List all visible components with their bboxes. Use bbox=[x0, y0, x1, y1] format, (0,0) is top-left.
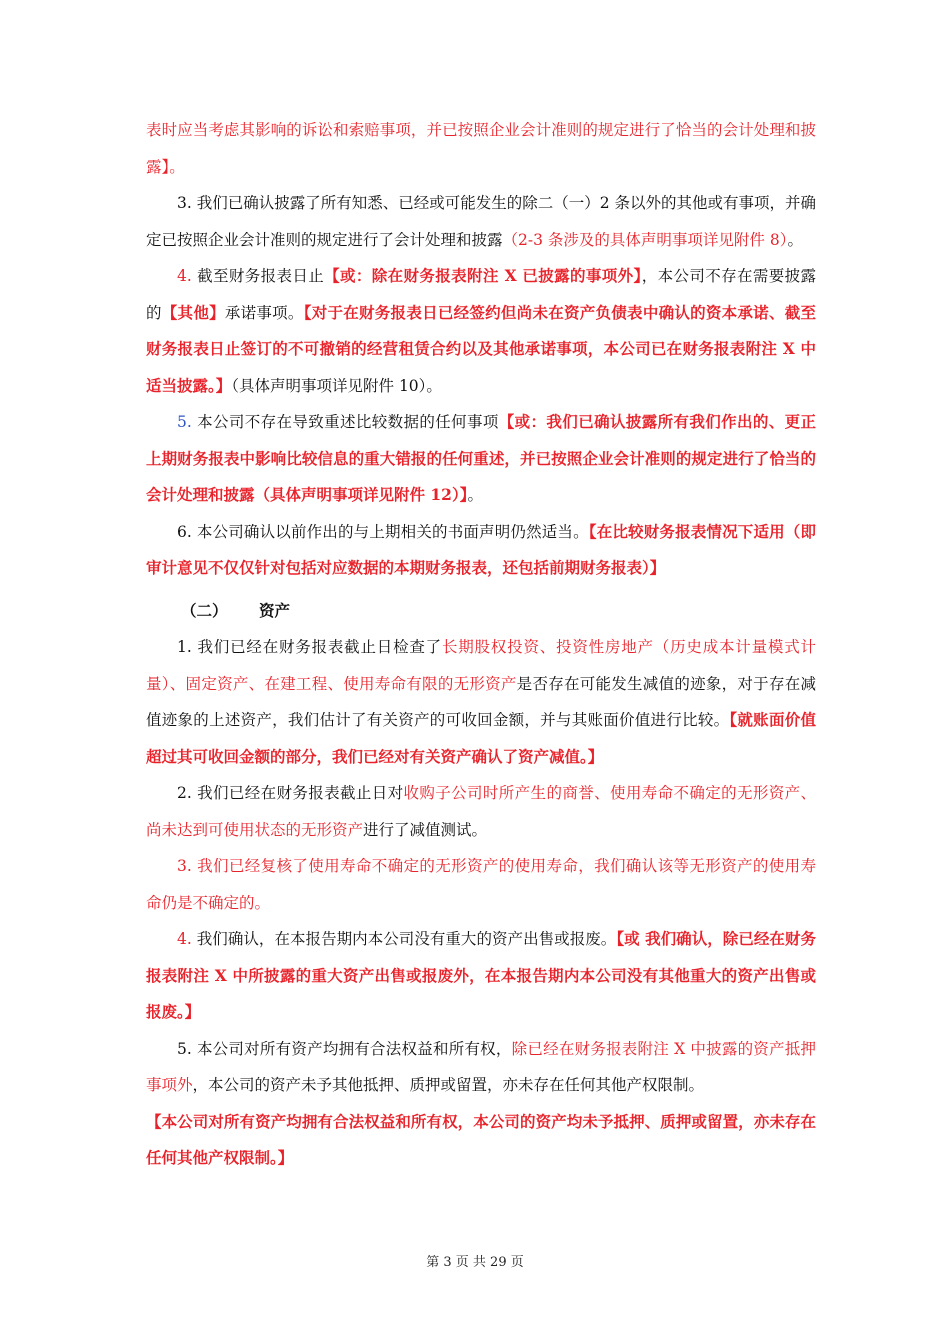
paragraph-text: ，本公司的资产未予其他抵押、质押或留置，亦未存在任何其他产权限制。 bbox=[192, 1076, 705, 1094]
document-body bbox=[146, 112, 816, 1177]
paragraph-text: 进行了减值测试。 bbox=[363, 820, 488, 839]
paragraph-asset-1-impairment bbox=[146, 629, 816, 775]
paragraph-3-contingencies bbox=[146, 185, 816, 258]
paragraph-text: 2. 我们已经在财务报表截止日对 bbox=[177, 784, 404, 802]
paragraph-4-commitments bbox=[146, 258, 816, 404]
page-footer: 第 3 页 共 29 页 bbox=[426, 1255, 524, 1270]
paragraph-text: 承诺事项。 bbox=[224, 303, 304, 322]
paragraph-asset-4-disposal bbox=[146, 921, 816, 1031]
paragraph-asset-5-alternative bbox=[146, 1104, 816, 1177]
red-bold-annotation: 【在比较财务报表情况下适用（即审计意见不仅仅针对包括对应数据的本期财务报表，还包括前期财务报表）】 bbox=[146, 521, 816, 577]
section-title: 资产 bbox=[259, 600, 291, 620]
red-bold-annotation: 【其他】 bbox=[161, 302, 225, 322]
paragraph-text: ，本公司不存在需要披露的 bbox=[146, 267, 816, 322]
red-annotation: 表时应当考虑其影响的诉讼和索赔事项，并已按照企业会计准则的规定进行了恰当的会计处理和披露】。 bbox=[146, 121, 816, 176]
paragraph-text: 3. 我们已确认披露了所有知悉、已经或可能发生的除二（一）2 条以外的其他或有事项，并确定已按照企业会计准则的规定进行了会计处理和披露 bbox=[146, 194, 817, 249]
section-number: （二） bbox=[181, 600, 228, 620]
red-bold-annotation: 【或：我们已确认披露所有我们作出的、更正上期财务报表中影响比较信息的重大错报的任何重述，并已按照企业会计准则的规定进行了恰当的会计处理和披露（具体声明事项详见附件 12）】 bbox=[146, 412, 816, 504]
section-heading-assets bbox=[146, 593, 816, 630]
paragraph-text: 我们确认，在本报告期内本公司没有重大的资产出售或报废。 bbox=[191, 930, 617, 948]
paragraph-number: 5. bbox=[177, 413, 192, 431]
paragraph-text: 是否存在可能发生减值的迹象，对于存在减值迹象的上述资产，我们估计了有关资产的可收回金额，并与其账面价值进行比较。 bbox=[146, 674, 816, 729]
paragraph-number: 4. bbox=[177, 267, 192, 285]
paragraph-text: 。 bbox=[467, 486, 483, 504]
red-annotation: 3. 我们已经复核了使用寿命不确定的无形资产的使用寿命，我们确认该等无形资产的使用寿命仍是不确定的。 bbox=[146, 857, 816, 912]
paragraph-text: 1. 我们已经在财务报表截止日检查了 bbox=[177, 638, 442, 656]
red-annotation: 除已经在财务报表附注 X 中披露的资产抵押事项外 bbox=[146, 1039, 817, 1094]
red-annotation: 收购子公司时所产生的商誉、使用寿命不确定的无形资产、尚未达到可使用状态的无形资产 bbox=[146, 784, 816, 839]
red-bold-annotation: 【或：除在财务报表附注 X 已披露的事项外】 bbox=[324, 266, 642, 285]
red-annotation: 长期股权投资、投资性房地产（历史成本计量模式计量）、固定资产、在建工程、使用寿命有限的无形资产 bbox=[146, 638, 816, 693]
paragraph-text: 5. 本公司对所有资产均拥有合法权益和所有权， bbox=[177, 1039, 512, 1058]
paragraph-asset-5-ownership bbox=[146, 1031, 816, 1104]
red-bold-annotation: 【本公司对所有资产均拥有合法权益和所有权，本公司的资产均未予抵押、质押或留置，亦未存在任何其他产权限制。】 bbox=[146, 1111, 816, 1167]
paragraph-text: （具体声明事项详见附件 10）。 bbox=[231, 376, 442, 395]
paragraph-5-restatement bbox=[146, 404, 816, 514]
red-bold-annotation: 【对于在财务报表日已经签约但尚未在资产负债表中确认的资本承诺、截至财务报表日止签订的不可撤销的经营租赁合约以及其他承诺事项，本公司已在财务报表附注 X 中适当披露。】 bbox=[146, 302, 816, 395]
red-bold-annotation: 【或 我们确认，除已经在财务报表附注 X 中所披露的重大资产出售或报废外，在本报告期内本公司没有其他重大的资产出售或报废。】 bbox=[146, 929, 816, 1021]
paragraph-6-prior-statements bbox=[146, 514, 816, 587]
paragraph-text: 截至财务报表日止 bbox=[191, 267, 325, 285]
paragraph-asset-2-testing bbox=[146, 775, 816, 848]
paragraph-asset-3-useful-life bbox=[146, 848, 816, 921]
red-annotation: （2-3 条涉及的具体声明事项详见附件 8） bbox=[502, 230, 788, 249]
paragraph-text: 。 bbox=[787, 230, 803, 249]
paragraph-text: 本公司不存在导致重述比较数据的任何事项 bbox=[191, 413, 499, 431]
paragraph-continuation bbox=[146, 112, 816, 185]
paragraph-number: 4. bbox=[177, 930, 192, 948]
red-bold-annotation: 【就账面价值超过其可收回金额的部分，我们已经对有关资产确认了资产减值。】 bbox=[146, 710, 816, 766]
paragraph-text: 6. 本公司确认以前作出的与上期相关的书面声明仍然适当。 bbox=[177, 522, 589, 541]
